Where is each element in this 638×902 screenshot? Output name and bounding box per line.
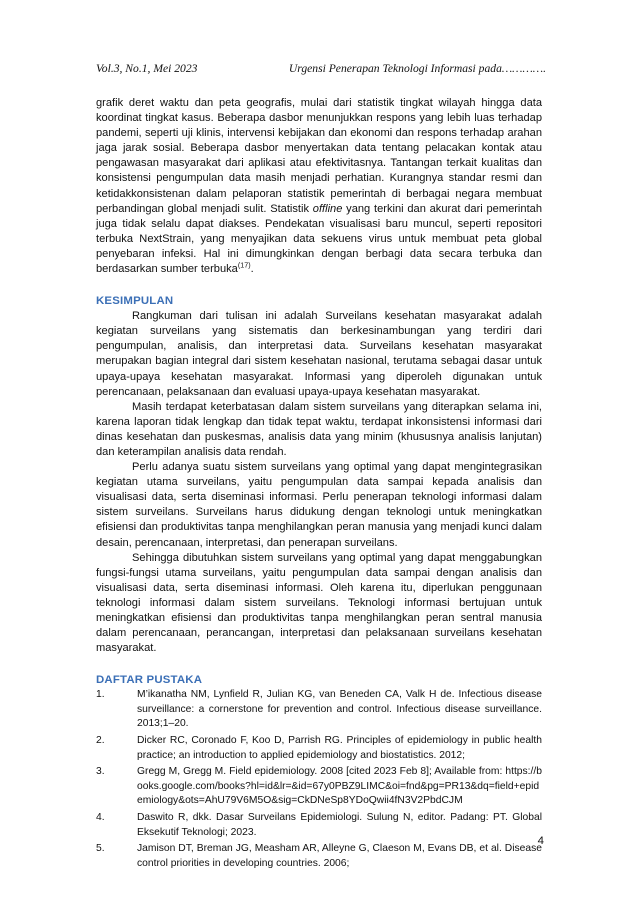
reference-text: Daswito R, dkk. Dasar Surveilans Epidemiologi. Sulung N, editor. Padang: PT. Global Eksekutif Teknologi; 2023.: [137, 812, 542, 838]
reference-list: [96, 688, 542, 871]
journal-volume: Vol.3, No.1, Mei 2023: [96, 62, 198, 75]
citation-17: (17): [237, 260, 251, 270]
reference-number: 2.: [96, 735, 105, 747]
reference-text: Dicker RC, Coronado F, Koo D, Parrish RG. Principles of epidemiology in public health practice; an introduction to applied epidemiology and biostatistics. 2012;: [137, 735, 542, 761]
reference-item: [96, 842, 542, 871]
page-number: 4: [537, 835, 544, 847]
reference-number: 5.: [96, 843, 105, 855]
kesimpulan-paragraph: Rangkuman dari tulisan ini adalah Surveilans kesehatan masyarakat adalah kegiatan surveilans yang sistematis dan berkesinambungan yang terdiri dari pengumpulan, analisis, dan interpretasi data. Surveilans kesehatan masyarakat merupakan bagian integral dari sistem kesehatan nasional, terutama sebagai dasar untuk upaya-upaya kesehatan masyarakat. Informasi yang diperoleh digunakan untuk perencanaan, pelaksanaan dan evaluasi upaya-upaya kesehatan masyarakat.: [96, 310, 542, 398]
section-heading-kesimpulan: KESIMPULAN: [96, 295, 174, 308]
page-body: [96, 96, 542, 873]
reference-item: [96, 688, 542, 732]
kesimpulan-paragraph: Masih terdapat keterbatasan dalam sistem surveilans yang diterapkan selama ini, karena laporan tidak lengkap dan tidak tepat waktu, terdapat inkonsistensi informasi dari dinas kesehatan dan puskesmas, analisis data yang minim (khususnya analisis lanjutan) dan keterampilan analisis data rendah.: [96, 400, 542, 458]
reference-item: [96, 765, 542, 809]
reference-item: [96, 734, 542, 763]
reference-number: 3.: [96, 766, 105, 778]
intro-text-2: yang terkini dan akurat dari pemerintah juga tidak selalu dapat diakses. Pendekatan visualisasi baru muncul, seperti repositori terbuka NextStrain, yang menyajikan data sekuens virus untuk membuat peta global penyebaran infeksi. Hal ini dimungkinkan dengan berbagi data secara terbuka dan berdasarkan sumber terbuka: [96, 202, 542, 276]
intro-text-1: grafik deret waktu dan peta geografis, mulai dari statistik tingkat wilayah hingga data koordinat tingkat kasus. Beberapa dasbor menunjukkan respons yang lebih luas terhadap pandemi, seperti uji klinis, intervensi kebijakan dan ekonomi dan respons terhadap arahan jaga jarak sosial. Beberapa dasbor menyertakan data tentang pelacakan kontak atau pengawasan masyarakat dari aplikasi atau efektivitasnya. Tantangan terkait kualitas dan konsistensi pengumpulan data masih menjadi perhatian. Kurangnya standar resmi dan ketidakkonsistenan dalam pelaporan statistik pemerintah di berbagai negara membuat perbandingan global menjadi sulit. Statistik: [96, 97, 542, 215]
reference-number: 4.: [96, 812, 105, 824]
reference-number: 1.: [96, 689, 105, 701]
reference-text: Jamison DT, Breman JG, Measham AR, Alleyne G, Claeson M, Evans DB, et al. Disease control priorities in developing countries. 2006;: [137, 843, 542, 869]
reference-text: Gregg M, Gregg M. Field epidemiology. 2008 [cited 2023 Feb 8]; Available from: https://books.google.com/books?hl=id&lr=&id=67y0PBZ9LIMC&oi=fnd&pg=PR13&dq=field+epidemiology&ots=AhU79V6M5O&sig=CkDNeSp8YDoQwii4fN3V2PbdCJM: [137, 766, 542, 807]
intro-paragraph: [96, 96, 542, 277]
section-heading-daftar-pustaka: DAFTAR PUSTAKA: [96, 674, 203, 687]
intro-text-end: .: [250, 263, 254, 276]
running-header: [96, 62, 546, 75]
kesimpulan-paragraph: Perlu adanya suatu sistem surveilans yang optimal yang dapat mengintegrasikan kegiatan utama surveilans, yaitu pengumpulan data sampai kepada analisis dan visualisasi data, serta diseminasi informasi. Perlu penerapan teknologi informasi dalam sistem surveilans. Surveilans harus didukung dengan teknologi untuk meningkatkan efisiensi dan produktivitas tanpa menghilangkan peran manusia yang menjadi kunci dalam desain, perencanaan, interpretasi, dan penerapan surveilans.: [96, 461, 542, 549]
article-short-title: Urgensi Penerapan Teknologi Informasi pada………….: [288, 62, 546, 75]
reference-text: M’ikanatha NM, Lynfield R, Julian KG, van Beneden CA, Valk H de. Infectious disease surveillance: a cornerstone for prevention and control. Infectious disease surveillance. 2013;1–20.: [137, 689, 542, 730]
kesimpulan-paragraph: Sehingga dibutuhkan sistem surveilans yang optimal yang dapat menggabungkan fungsi-fungsi utama surveilans, yaitu pengumpulan data sampai dengan analisis dan visualisasi data, serta diseminasi informasi. Oleh karena itu, diperlukan penggunaan teknologi informasi dalam sistem surveilans. Teknologi informasi bertujuan untuk meningkatkan efisiensi dan produktivitas tanpa menghilangkan peran sentral manusia dalam perencanaan, perancangan, interpretasi dan pelaksanaan surveilans kesehatan masyarakat.: [96, 551, 542, 655]
intro-italic-word: offline: [312, 202, 343, 215]
reference-item: [96, 811, 542, 840]
